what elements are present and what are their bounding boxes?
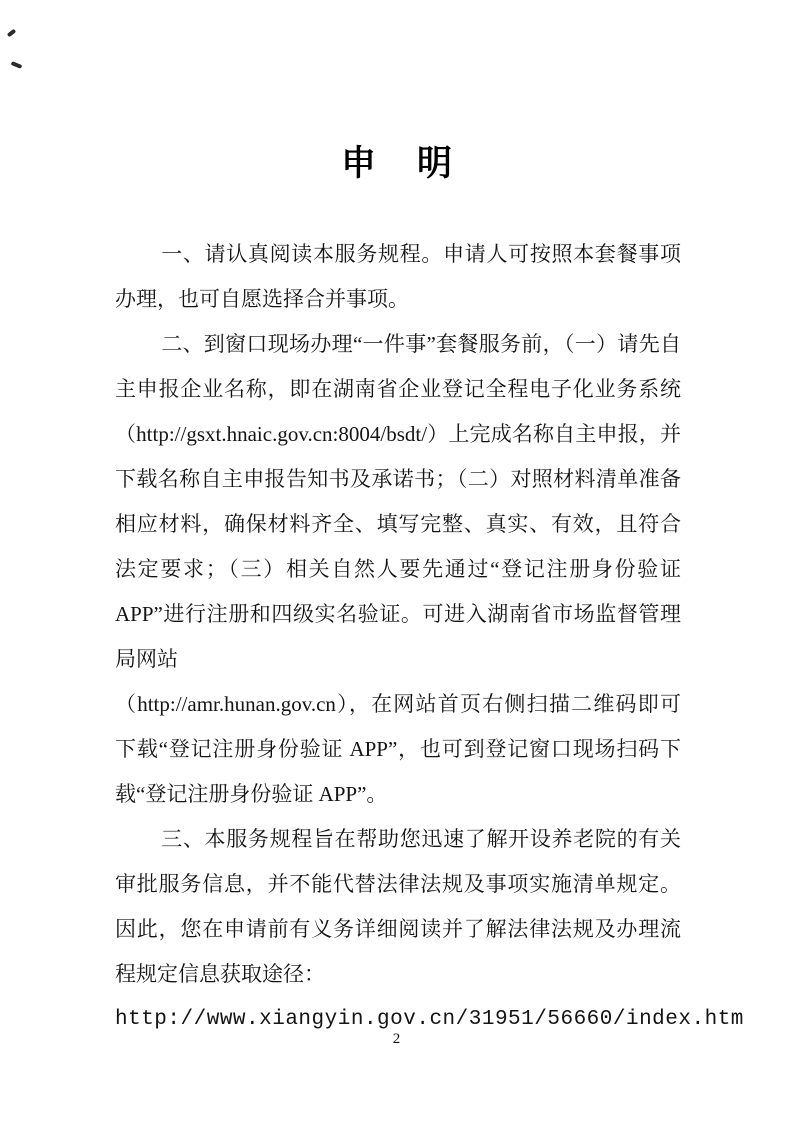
scan-artifact (7, 29, 17, 38)
info-url-text: http://www.xiangyin.gov.cn/31951/56660/index.htm (115, 1008, 744, 1031)
paragraph-2: 二、到窗口现场办理“一件事”套餐服务前，（一）请先自主申报企业名称，即在湖南省企业登记全程电子化业务系统（http://gsxt.hnaic.gov.cn:8004/bsdt/）上完成名称自主申报，并下载名称自主申报告知书及承诺书；（二）对照材料清单准备相应材料，确保材料齐全、填写完整、真实、有效，且符合法定要求；（三）相关自然人要先通过“登记注册身份验证 APP”进行注册和四级实名验证。可进入湖南省市场监督管理局网站 (115, 332, 681, 671)
paragraph-3: 三、本服务规程旨在帮助您迅速了解开设养老院的有关审批服务信息，并不能代替法律法规及事项实施清单规定。因此，您在申请前有义务详细阅读并了解法律法规及办理流程规定信息获取途径： (115, 827, 681, 986)
document-title: 申 明 (340, 144, 455, 183)
paragraph-1: 一、请认真阅读本服务规程。申请人可按照本套餐事项办理，也可自愿选择合并事项。 (115, 242, 681, 311)
page-number: 2 (392, 1031, 401, 1047)
document-body (115, 232, 744, 1042)
paragraph-2-continuation: （http://amr.hunan.gov.cn），在网站首页右侧扫描二维码即可下载“登记注册身份验证 APP”，也可到登记窗口现场扫码下载“登记注册身份验证 APP”。 (115, 692, 681, 806)
scan-artifact (11, 61, 23, 69)
